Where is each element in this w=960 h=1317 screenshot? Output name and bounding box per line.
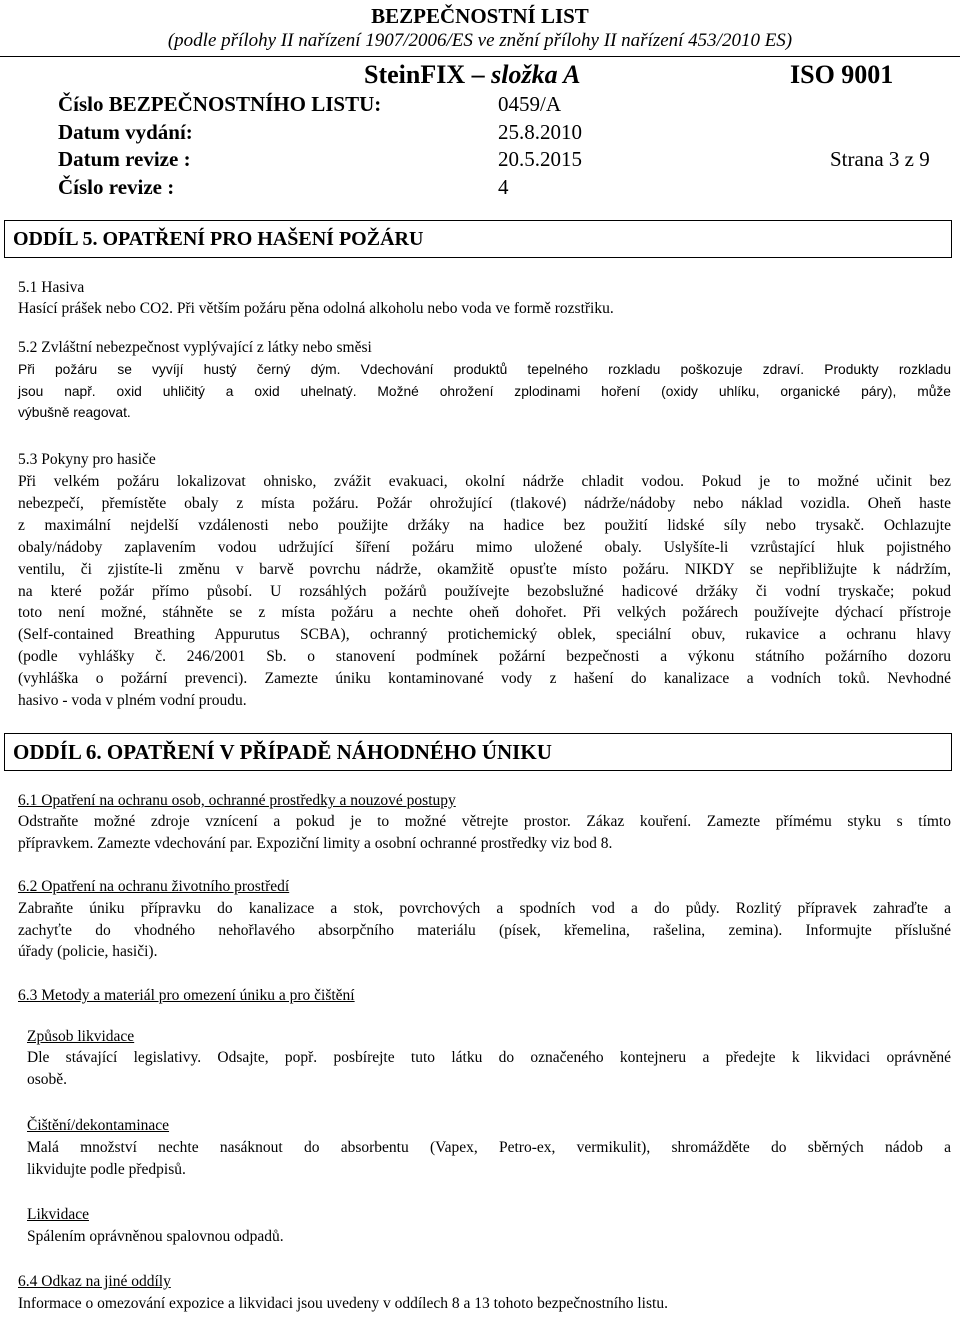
subsection-5-3-title: 5.3 Pokyny pro hasiče bbox=[18, 451, 156, 468]
disposal-text bbox=[27, 1047, 951, 1090]
text-line: likvidujte podle předpisů. bbox=[27, 1160, 186, 1178]
issue-date-label: Datum vydání: bbox=[58, 120, 193, 144]
revision-number-label: Číslo revize : bbox=[58, 175, 175, 199]
subsection-6-3-title: 6.3 Metody a materiál pro omezení úniku a pro čištění bbox=[18, 987, 355, 1004]
page-number: Strana 3 z 9 bbox=[830, 147, 930, 171]
liquidation-text: Spálením oprávněnou spalovnou odpadů. bbox=[27, 1228, 284, 1245]
subsection-5-1-title: 5.1 Hasiva bbox=[18, 279, 85, 296]
revision-date-label: Datum revize : bbox=[58, 147, 191, 171]
subsection-6-1-title: 6.1 Opatření na ochranu osob, ochranné prostředky a nouzové postupy bbox=[18, 792, 456, 809]
subsection-6-2-title: 6.2 Opatření na ochranu životního prostředí bbox=[18, 878, 290, 895]
text-line: z maximální nejdelší vzdálenosti nebo použijte držáky na hadice bez použití lidské síly nebo trysakč. Ochlazujte bbox=[18, 516, 951, 534]
product-name bbox=[364, 60, 580, 90]
text-line: osobě. bbox=[27, 1070, 68, 1088]
text-line: na které požár přímo působí. U rozsáhlých požárů používejte bezobslužné hadicové držáky či vodní tryskače; pokud bbox=[18, 582, 951, 600]
text-line: (Self-contained Breathing Appurutus SCBA), ochranný protichemický oblek, speciální obuv, rukavice a ochranu hlavy bbox=[18, 626, 951, 644]
text-line: úřady (policie, hasiči). bbox=[18, 943, 158, 961]
text-line: Malá množství nechte nasáknout do absorbentu (Vapex, Petro-ex, vermikulit), shromážděte do sběrných nádob a bbox=[27, 1139, 951, 1156]
text-line: Dle stávající legislativy. Odsajte, popř. posbírejte tuto látku do označeného kontejneru a předejte k likvidaci oprávněné bbox=[27, 1049, 951, 1066]
text-line: výbušně reagovat. bbox=[18, 405, 131, 421]
text-line: nebezpečí, přemístěte obaly z místa požáru. Požár ohrožující (tlakové) nádrže/nádoby nebo náklad vozidla. Oheň haste bbox=[18, 494, 951, 512]
revision-date: 20.5.2015 bbox=[498, 147, 582, 171]
disposal-title: Způsob likvidace bbox=[27, 1028, 135, 1045]
revision-number: 4 bbox=[498, 175, 509, 199]
text-line: Při velkém požáru lokalizovat ohnisko, zvážit evakuaci, okolní nádrže chladit vodou. Pokud je to možné učinit bez bbox=[18, 473, 951, 490]
text-line: hasivo - voda v plném vodní proudu. bbox=[18, 692, 247, 710]
sheet-number-label: Číslo BEZPEČNOSTNÍHO LISTU: bbox=[58, 92, 382, 116]
subsection-6-1-text bbox=[18, 811, 951, 854]
cleaning-text bbox=[27, 1137, 951, 1180]
subsection-6-4-text: Informace o omezování expozice a likvidaci jsou uvedeny v oddílech 8 a 13 tohoto bezpečnostního listu. bbox=[18, 1295, 668, 1312]
cleaning-title: Čištění/dekontaminace bbox=[27, 1117, 170, 1134]
text-line: jsou např. oxid uhličitý a oxid uhelnatý. Možné ohrožení zplodinami hoření (oxidy uhlíku, organické páry), může bbox=[18, 383, 951, 399]
document-title: BEZPEČNOSTNÍ LIST bbox=[371, 4, 589, 28]
subsection-5-2-text bbox=[18, 359, 951, 424]
product-name-main: SteinFIX – bbox=[364, 60, 485, 89]
section-5-heading: ODDÍL 5. OPATŘENÍ PRO HAŠENÍ POŽÁRU bbox=[4, 220, 952, 258]
header-divider bbox=[0, 56, 960, 57]
issue-date: 25.8.2010 bbox=[498, 120, 582, 144]
product-name-component: složka A bbox=[491, 60, 581, 89]
subsection-6-4-title: 6.4 Odkaz na jiné oddíly bbox=[18, 1273, 171, 1290]
sheet-number: 0459/A bbox=[498, 92, 561, 116]
text-line: Odstraňte možné zdroje vznícení a pokud je to možné větrejte prostor. Zákaz kouření. Zamezte přímému styku s tímto bbox=[18, 813, 951, 830]
iso-certification: ISO 9001 bbox=[790, 60, 894, 89]
text-line: ventilu, či zjistíte-li změnu v barvě povrchu nádrže, okamžitě opusťte místo požáru. NIKDY se nepřibližujte k nádržím, bbox=[18, 560, 951, 578]
subsection-6-2-text bbox=[18, 898, 951, 963]
text-line: Při požáru se vyvíjí hustý černý dým. Vdechování produktů tepelného rozkladu poškozuje zdraví. Produkty rozkladu bbox=[18, 362, 951, 377]
text-line: přípravkem. Zamezte vdechování par. Expoziční limity a osobní ochranné prostředky viz bod 8. bbox=[18, 834, 613, 852]
text-line: obaly/nádoby zaplavením vodou udržující šíření požáru mimo uložené obaly. Uslyšíte-li vzrůstající hluk pojistného bbox=[18, 538, 951, 556]
text-line: Zabraňte úniku přípravku do kanalizace a stok, povrchových a spodních vod a do půdy. Rozlitý přípravek zahraďte a bbox=[18, 900, 951, 917]
text-line: (podle vyhlášky č. 246/2001 Sb. o stanovení podmínek požární bezpečnosti a výkonu státního požárního dozoru bbox=[18, 648, 951, 666]
text-line: zachyťte do vhodného nehořlavého absorpčního materiálu (písek, křemelina, rašelina, zemina). Informujte příslušné bbox=[18, 921, 951, 939]
subsection-5-3-text bbox=[18, 471, 951, 712]
text-line: (vyhláška o požární prevenci). Zamezte úniku kontaminované vody z hašení do kanalizace a vodních toků. Nevhodné bbox=[18, 670, 951, 688]
subsection-5-2-title: 5.2 Zvláštní nebezpečnost vyplývající z látky nebo směsi bbox=[18, 339, 372, 356]
subsection-5-1-text: Hasící prášek nebo CO2. Při větším požáru pěna odolná alkoholu nebo voda ve formě rozstřiku. bbox=[18, 300, 614, 317]
document-subtitle: (podle přílohy II nařízení 1907/2006/ES ve znění přílohy II nařízení 453/2010 ES) bbox=[167, 30, 793, 51]
text-line: toto není možné, stáhněte se z místa požáru a nechte oheň dohořet. Při velkých požárech používejte dýchací přístroje bbox=[18, 604, 951, 622]
section-6-heading: ODDÍL 6. OPATŘENÍ V PŘÍPADĚ NÁHODNÉHO ÚNIKU bbox=[4, 733, 952, 771]
liquidation-title: Likvidace bbox=[27, 1206, 89, 1223]
